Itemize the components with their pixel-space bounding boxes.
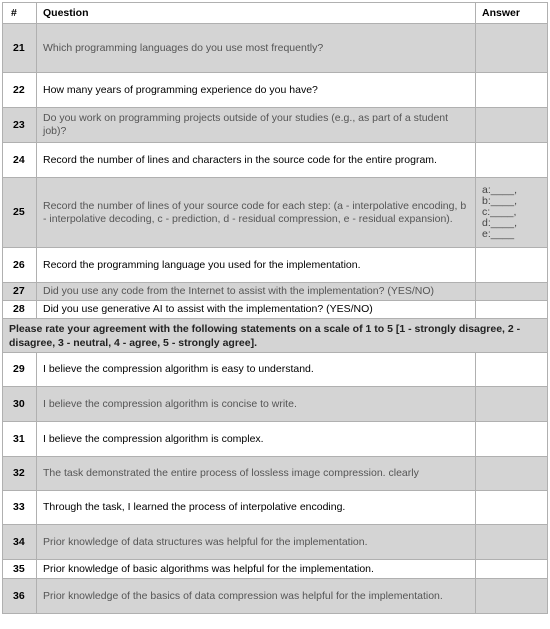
question-number: 25 [3, 178, 37, 248]
answer-cell[interactable] [476, 579, 548, 614]
question-row-36 [3, 579, 548, 614]
question-text: Prior knowledge of the basics of data compression was helpful for the implementation. [37, 579, 476, 614]
question-text: Record the programming language you used for the implementation. [37, 248, 476, 283]
header-num: # [3, 3, 37, 24]
answer-cell[interactable] [476, 73, 548, 108]
question-text: How many years of programming experience do you have? [37, 73, 476, 108]
question-number: 23 [3, 108, 37, 143]
question-row-34 [3, 525, 548, 560]
answer-cell[interactable] [476, 387, 548, 422]
question-row-25 [3, 178, 548, 248]
question-number: 24 [3, 143, 37, 178]
question-row-22 [3, 73, 548, 108]
rating-instruction: Please rate your agreement with the following statements on a scale of 1 to 5 [1 - strongly disagree, 2 - disagree, 3 - neutral, 4 - agree, 5 - strongly agree]. [3, 319, 548, 353]
answer-cell[interactable] [476, 178, 548, 248]
question-row-32 [3, 457, 548, 491]
question-number: 22 [3, 73, 37, 108]
answer-cell[interactable] [476, 353, 548, 387]
answer-blank-e[interactable]: e:____ [482, 228, 515, 240]
question-number: 36 [3, 579, 37, 614]
question-row-21 [3, 24, 548, 73]
answer-cell[interactable] [476, 301, 548, 319]
question-number: 35 [3, 560, 37, 579]
question-number: 32 [3, 457, 37, 491]
header-question: Question [37, 3, 476, 24]
question-number: 28 [3, 301, 37, 319]
answer-cell[interactable] [476, 24, 548, 73]
question-row-23 [3, 108, 548, 143]
question-number: 26 [3, 248, 37, 283]
question-number: 34 [3, 525, 37, 560]
question-text: Which programming languages do you use most frequently? [37, 24, 476, 73]
answer-cell[interactable] [476, 525, 548, 560]
question-text: Did you use generative AI to assist with the implementation? (YES/NO) [37, 301, 476, 319]
question-number: 29 [3, 353, 37, 387]
answer-cell[interactable] [476, 422, 548, 457]
answer-blank-d[interactable]: d:____, [482, 217, 518, 229]
question-text: Through the task, I learned the process of interpolative encoding. [37, 491, 476, 525]
question-text: The task demonstrated the entire process of lossless image compression. clearly [37, 457, 476, 491]
question-row-29 [3, 353, 548, 387]
question-number: 30 [3, 387, 37, 422]
rating-instruction-row [3, 319, 548, 353]
header-row [3, 3, 548, 24]
question-text: Prior knowledge of basic algorithms was helpful for the implementation. [37, 560, 476, 579]
header-answer: Answer [476, 3, 548, 24]
question-text: Prior knowledge of data structures was helpful for the implementation. [37, 525, 476, 560]
question-number: 21 [3, 24, 37, 73]
questionnaire-table [2, 2, 548, 614]
question-row-24 [3, 143, 548, 178]
answer-cell[interactable] [476, 283, 548, 301]
answer-cell[interactable] [476, 143, 548, 178]
answer-cell[interactable] [476, 491, 548, 525]
answer-blank-a[interactable]: a:____, [482, 184, 518, 196]
question-row-31 [3, 422, 548, 457]
question-row-30 [3, 387, 548, 422]
answer-blank-b[interactable]: b:____, [482, 195, 518, 207]
question-text: I believe the compression algorithm is complex. [37, 422, 476, 457]
question-number: 31 [3, 422, 37, 457]
question-text: Record the number of lines and characters in the source code for the entire program. [37, 143, 476, 178]
question-text: I believe the compression algorithm is concise to write. [37, 387, 476, 422]
question-row-26 [3, 248, 548, 283]
question-row-28 [3, 301, 548, 319]
question-number: 33 [3, 491, 37, 525]
question-text: Do you work on programming projects outside of your studies (e.g., as part of a student job)? [37, 108, 476, 143]
question-text: I believe the compression algorithm is easy to understand. [37, 353, 476, 387]
question-row-33 [3, 491, 548, 525]
answer-blank-c[interactable]: c:____, [482, 206, 517, 218]
question-row-27 [3, 283, 548, 301]
question-number: 27 [3, 283, 37, 301]
answer-cell[interactable] [476, 457, 548, 491]
answer-cell[interactable] [476, 560, 548, 579]
question-text: Did you use any code from the Internet to assist with the implementation? (YES/NO) [37, 283, 476, 301]
question-text: Record the number of lines of your source code for each step: (a - interpolative encoding, b - interpolative decoding, c - prediction, d - residual compression, e - residual expansion). [37, 178, 476, 248]
answer-cell[interactable] [476, 108, 548, 143]
answer-cell[interactable] [476, 248, 548, 283]
question-row-35 [3, 560, 548, 579]
